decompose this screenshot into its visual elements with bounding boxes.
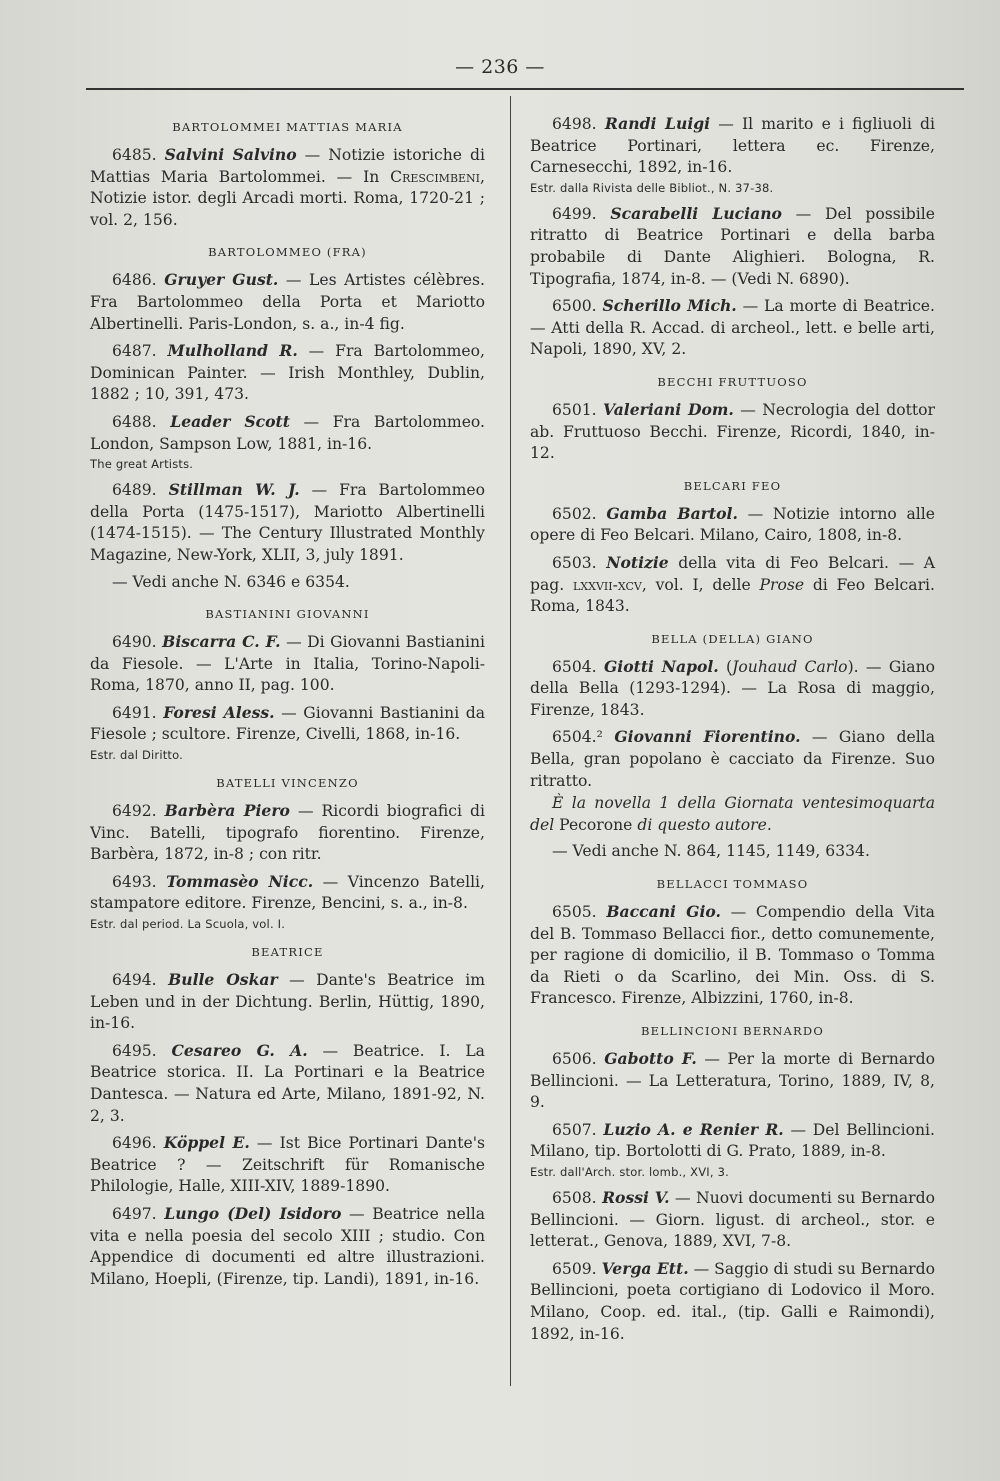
- section-heading: BARTOLOMMEO (FRA): [208, 245, 367, 260]
- entry-text: — Ricordi biografici di Vinc. Batelli, tipografo fiorentino. Firenze, Barbèra, 1872, in-8 ; con ritr.: [90, 802, 485, 864]
- entry-author: Biscarra C. F.: [162, 632, 281, 652]
- entry-text: — La morte di Beatrice. — Atti della R. Accad. di archeol., lett. e belle arti, Napoli, 1890, XV, 2.: [530, 297, 935, 359]
- entry-author: Bulle Oskar: [168, 970, 278, 990]
- entry-number: 6487.: [112, 342, 157, 361]
- entry-note: Estr. dal Diritto.: [90, 748, 184, 763]
- entry-number: 6490.: [112, 633, 157, 652]
- entry-number: 6495.: [112, 1041, 157, 1060]
- entry-author: Scarabelli Luciano: [610, 203, 782, 223]
- entry-text: , Notizie istor. degli Arcadi morti. Roma, 1720-21 ; vol. 2, 156.: [90, 167, 485, 229]
- section-heading: BATELLI VINCENZO: [216, 776, 359, 791]
- entry-text: — Les Artistes célèbres. Fra Bartolommeo della Porta et Mariotto Albertinelli. Paris-London, s. a., in-4 fig.: [90, 271, 485, 333]
- entry-text: — Fra Bartolommeo della Porta (1475-1517), Mariotto Albertinelli (1474-1515). — The Century Illustrated Monthly Magazine, New-York, XLII, 3, july 1891.: [90, 481, 485, 564]
- entry-author: Cesareo G. A.: [171, 1040, 308, 1060]
- section-heading: BEATRICE: [251, 945, 324, 960]
- entry-number: 6494.: [112, 971, 157, 990]
- header-rule: [86, 88, 964, 90]
- entry-author: Gamba Bartol.: [606, 503, 738, 523]
- entry-6493: [90, 871, 485, 915]
- entry-text: — Giovanni Bastianini da Fiesole ; scultore. Firenze, Civelli, 1868, in-16.: [90, 703, 485, 744]
- entry-number: 6508.: [552, 1188, 597, 1207]
- entry-author: Leader Scott: [170, 411, 290, 431]
- entry-text-italic: Jouhaud Carlo: [732, 657, 848, 676]
- entry-text: — Vincenzo Batelli, stampatore editore. Firenze, Bencini, s. a., in-8.: [90, 872, 485, 913]
- entry-number: 6489.: [112, 481, 157, 500]
- entry-6494: [90, 969, 485, 1035]
- entry-note: Estr. dal period. La Scuola, vol. I.: [90, 917, 286, 932]
- entry-author: Verga Ett.: [601, 1258, 689, 1278]
- section-heading: BECCHI FRUTTUOSO: [657, 374, 808, 389]
- entry-author: Barbèra Piero: [164, 801, 290, 821]
- entry-author: Luzio A. e Renier R.: [603, 1119, 784, 1139]
- entry-text: di Feo Belcari. Roma, 1843.: [530, 575, 935, 616]
- entry-6496: [90, 1132, 485, 1198]
- entry-text-smallcaps: lxxvii-xcv: [572, 575, 642, 594]
- see-also: — Vedi anche N. 6346 e 6354.: [112, 572, 350, 591]
- entry-number: 6507.: [552, 1120, 597, 1139]
- entry-number: 6509.: [552, 1259, 597, 1278]
- entry-number: 6493.: [112, 872, 157, 891]
- entry-number: 6497.: [112, 1204, 157, 1223]
- entry-author: Köppel E.: [163, 1133, 250, 1153]
- entry-number: 6504.²: [552, 728, 603, 747]
- entry-text-italic: È la novella 1 della Giornata ventesimoquarta del: [530, 794, 935, 834]
- entry-6503: [530, 552, 935, 618]
- entry-author: Baccani Gio.: [606, 902, 721, 922]
- entry-number: 6491.: [112, 703, 157, 722]
- entry-text: — Giano della Bella, gran popolano è cacciato da Firenze. Suo ritratto.: [530, 728, 935, 790]
- entry-number: 6486.: [112, 271, 157, 290]
- section-heading: BELCARI FEO: [683, 478, 782, 493]
- entry-text: della vita di Feo Belcari. — A pag.: [530, 553, 935, 594]
- entry-number: 6499.: [552, 204, 597, 223]
- entry-text: — Fra Bartolommeo, Dominican Painter. — Irish Monthley, Dublin, 1882 ; 10, 391, 473.: [90, 342, 485, 404]
- entry-author: Foresi Aless.: [163, 702, 275, 722]
- entry-number: 6492.: [112, 802, 157, 821]
- entry-6507: [530, 1119, 935, 1163]
- entry-number: 6500.: [552, 297, 597, 316]
- entry-text: ). — Giano della Bella (1293-1294). — La Rosa di maggio, Firenze, 1843.: [530, 657, 936, 719]
- entry-text: (: [718, 657, 733, 676]
- entry-number: 6488.: [112, 412, 157, 431]
- entry-author: Stillman W. J.: [168, 480, 300, 500]
- entry-number: 6498.: [552, 115, 597, 133]
- entry-text: — Nuovi documenti su Bernardo Bellincioni. — Giorn. ligust. di archeol., stor. e letterat., Genova, 1889, XVI, 7-8.: [530, 1188, 935, 1251]
- entry-number: 6485.: [112, 146, 157, 164]
- left-column: [90, 110, 485, 1295]
- entry-author: Valeriani Dom.: [603, 399, 734, 419]
- entry-6486: [90, 269, 485, 335]
- entry-text: — Necrologia del dottor ab. Fruttuoso Becchi. Firenze, Ricordi, 1840, in-12.: [530, 400, 935, 463]
- entry-author: Giovanni Fiorentino.: [614, 727, 801, 747]
- entry-text: — Del possibile ritratto di Beatrice Portinari e della barba probabile di Dante Alighieri. Bologna, R. Tipografia, 1874, in-8. — (Vedi N. 6890).: [530, 204, 935, 288]
- entry-author: Gabotto F.: [604, 1049, 697, 1068]
- entry-6505: [530, 901, 935, 1010]
- entry-6490: [90, 631, 485, 697]
- section-heading: BELLINCIONI BERNARDO: [641, 1024, 824, 1038]
- entry-text: — Di Giovanni Bastianini da Fiesole. — L'Arte in Italia, Torino-Napoli-Roma, 1870, anno II, pag. 100.: [90, 633, 486, 695]
- entry-number: 6504.: [552, 657, 597, 676]
- entry-6501: [530, 399, 935, 465]
- entry-text: — Il marito e i figliuoli di Beatrice Portinari, lettera ec. Firenze, Carnesecchi, 1892, in-16.: [530, 115, 935, 177]
- entry-text: , vol. I, delle: [641, 575, 760, 594]
- section-heading: BELLA (DELLA) GIANO: [651, 631, 814, 646]
- see-also: — Vedi anche N. 864, 1145, 1149, 6334.: [552, 842, 870, 861]
- entry-text-smallcaps: Crescimbeni: [390, 167, 481, 186]
- entry-note: Estr. dalla Rivista delle Bibliot., N. 37-38.: [530, 180, 774, 195]
- entry-number: 6496.: [112, 1134, 157, 1153]
- entry-6485: [90, 144, 485, 231]
- entry-6508: [530, 1187, 935, 1253]
- entry-text: — Del Bellincioni. Milano, tip. Bortolotti di G. Prato, 1889, in-8.: [530, 1120, 935, 1161]
- entry-6487: [90, 340, 485, 406]
- entry-author: Scherillo Mich.: [602, 296, 737, 316]
- entry-author: Giotti Napol.: [603, 656, 719, 676]
- column-divider: [510, 96, 511, 1386]
- entry-text: — Dante's Beatrice im Leben und in der Dichtung. Berlin, Hüttig, 1890, in-16.: [90, 971, 485, 1033]
- entry-text: — Beatrice nella vita e nella poesia del secolo XIII ; studio. Con Appendice di documenti ed altre illustrazioni. Milano, Hoepli, (Firenze, tip. Landi), 1891, in-16.: [90, 1204, 485, 1288]
- entry-author: Tommasèo Nicc.: [166, 871, 314, 891]
- entry-6489: [90, 479, 485, 566]
- entry-author: Mulholland R.: [167, 341, 298, 361]
- entry-text: — Notizie intorno alle opere di Feo Belcari. Milano, Cairo, 1808, in-8.: [530, 504, 935, 545]
- entry-author: Gruyer Gust.: [164, 270, 279, 290]
- entry-6488: [90, 411, 485, 455]
- entry-6500: [530, 295, 935, 361]
- right-column: [530, 113, 935, 1350]
- entry-text: — Per la morte di Bernardo Bellincioni. — La Letteratura, Torino, 1889, IV, 8, 9.: [530, 1050, 935, 1112]
- entry-text: — Compendio della Vita del B. Tommaso Bellacci fior., detto comunemente, per ragione di domicilio, il B. Tommaso o Tomma da Rieti o da Scarlino, dei Min. Oss. di S. Francesco. Firenze, Albizzini, 1760, in-8.: [530, 903, 935, 1008]
- entry-text: — Fra Bartolommeo. London, Sampson Low, 1881, in-16.: [90, 412, 485, 453]
- entry-6492: [90, 800, 485, 866]
- entry-text: — Ist Bice Portinari Dante's Beatrice ? — Zeitschrift für Romanische Philologie, Halle, XIII-XIV, 1889-1890.: [90, 1134, 485, 1196]
- entry-number: 6506.: [552, 1050, 597, 1068]
- page-number: — 236 —: [455, 56, 545, 78]
- entry-number: 6501.: [552, 400, 597, 419]
- entry-number: 6503.: [552, 553, 597, 572]
- entry-6491: [90, 702, 485, 746]
- entry-text: — Notizie istoriche di Mattias Maria Bartolommei. — In: [90, 146, 485, 186]
- entry-remark: [530, 793, 935, 836]
- entry-text: Pecorone: [554, 815, 638, 834]
- entry-text-italic: di questo autore.: [637, 815, 772, 834]
- entry-author: Notizie: [606, 552, 669, 572]
- entry-6502: [530, 503, 935, 547]
- entry-author: Rossi V.: [602, 1187, 670, 1207]
- entry-note: The great Artists.: [90, 457, 194, 472]
- entry-author: Lungo (Del) Isidoro: [164, 1203, 342, 1223]
- entry-text-italic: Prose: [759, 575, 805, 594]
- entry-6495: [90, 1040, 485, 1127]
- section-heading: BARTOLOMMEI MATTIAS MARIA: [172, 120, 403, 134]
- entry-6497: [90, 1203, 485, 1290]
- entry-6499: [530, 203, 935, 290]
- entry-number: 6502.: [552, 504, 597, 523]
- entry-6509: [530, 1258, 935, 1345]
- section-heading: BELLACCI TOMMASO: [656, 877, 809, 892]
- section-heading: BASTIANINI GIOVANNI: [205, 607, 370, 622]
- entry-6504-2: [530, 726, 935, 792]
- entry-author: Randi Luigi: [604, 114, 711, 133]
- entry-text: — Saggio di studi su Bernardo Bellincioni, poeta cortigiano di Lodovico il Moro. Milano, Coop. ed. ital., (tip. Galli e Raimondi), 1892, in-16.: [530, 1259, 935, 1343]
- entry-text: — Beatrice. I. La Beatrice storica. II. La Portinari e la Beatrice Dantesca. — Natura ed Arte, Milano, 1891-92, N. 2, 3.: [90, 1041, 485, 1125]
- entry-6504: [530, 656, 935, 722]
- entry-note: Estr. dall'Arch. stor. lomb., XVI, 3.: [530, 1164, 729, 1179]
- entry-6506: [530, 1048, 935, 1114]
- entry-6498: [530, 113, 935, 179]
- entry-author: Salvini Salvino: [164, 145, 297, 164]
- entry-number: 6505.: [552, 903, 597, 922]
